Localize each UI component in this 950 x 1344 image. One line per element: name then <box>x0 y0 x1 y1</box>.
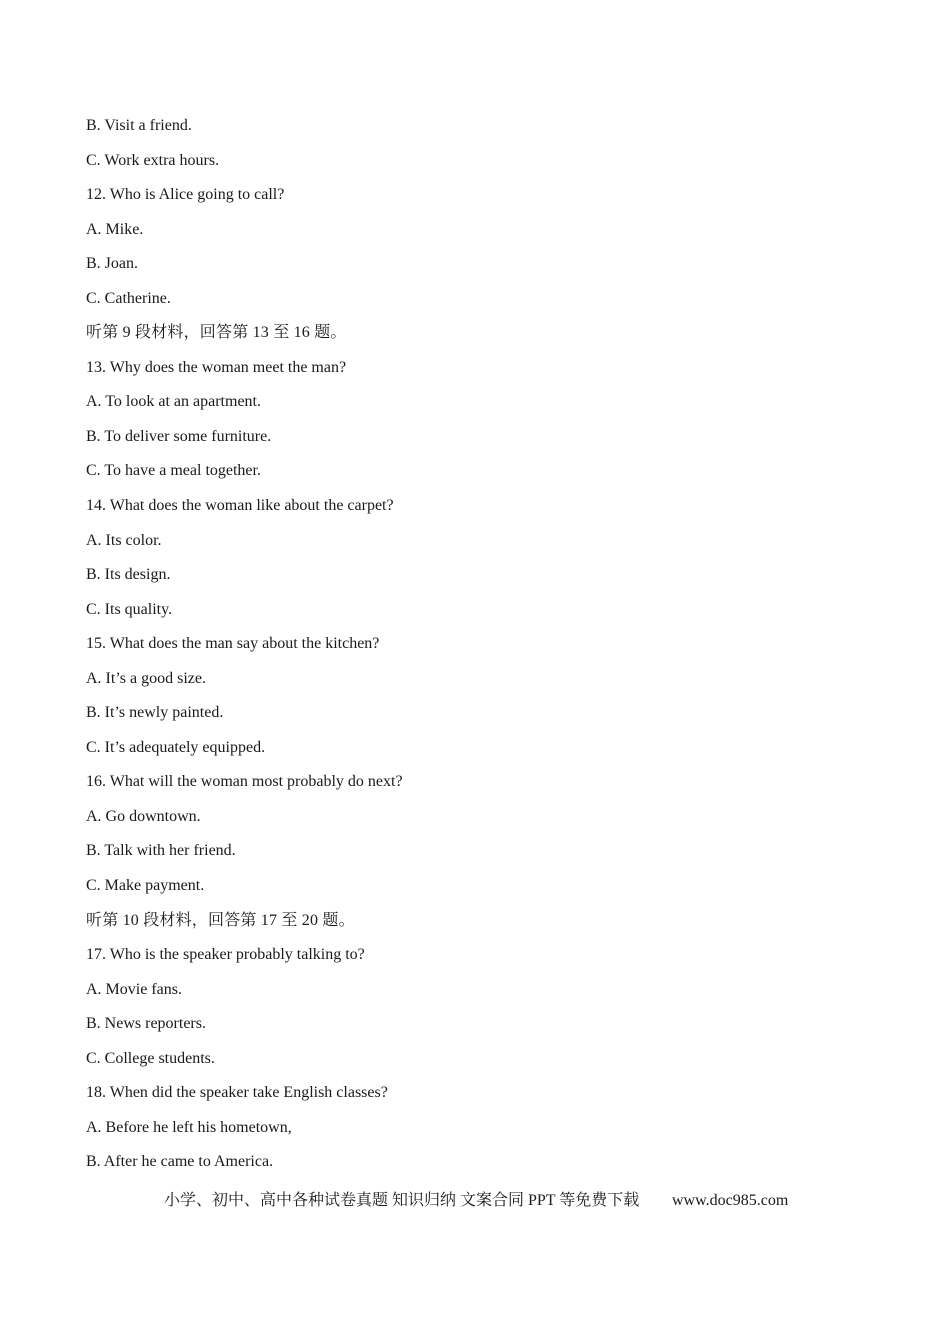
question-line: 18. When did the speaker take English classes? <box>86 1084 388 1102</box>
option-line: A. It’s a good size. <box>86 669 206 687</box>
option-line: C. Make payment. <box>86 877 205 895</box>
question-line: 13. Why does the woman meet the man? <box>86 358 347 376</box>
section-instruction: 听第 9 段材料，回答第 13 至 16 题。 <box>86 324 347 342</box>
option-line: B. Talk with her friend. <box>86 842 236 860</box>
option-line: A. Before he left his hometown, <box>86 1118 292 1136</box>
option-line: B. It’s newly painted. <box>86 704 224 722</box>
option-line: B. Visit a friend. <box>86 117 192 134</box>
question-line: 14. What does the woman like about the carpet? <box>86 497 394 515</box>
option-line: B. News reporters. <box>86 1015 206 1033</box>
option-line: B. To deliver some furniture. <box>86 427 272 445</box>
option-line: A. Mike. <box>86 220 144 238</box>
option-line: C. To have a meal together. <box>86 462 261 480</box>
footer-website-link[interactable]: www.doc985.com <box>672 1192 789 1209</box>
option-line: C. Its quality. <box>86 600 173 618</box>
section-instruction: 听第 10 段材料，回答第 17 至 20 题。 <box>86 911 355 929</box>
option-line: C. It’s adequately equipped. <box>86 738 266 756</box>
question-line: 16. What will the woman most probably do next? <box>86 773 403 791</box>
option-line: B. Its design. <box>86 566 171 584</box>
option-line: C. College students. <box>86 1049 215 1067</box>
option-line: B. After he came to America. <box>86 1153 274 1171</box>
option-line: B. Joan. <box>86 255 138 273</box>
option-line: A. Go downtown. <box>86 807 201 825</box>
question-list <box>86 114 866 1185</box>
option-line: C. Work extra hours. <box>86 151 220 169</box>
option-line: C. Catherine. <box>86 289 171 307</box>
question-line: 17. Who is the speaker probably talking to? <box>86 946 365 964</box>
question-line: 15. What does the man say about the kitchen? <box>86 635 380 653</box>
option-line: A. Movie fans. <box>86 980 182 998</box>
option-line: A. Its color. <box>86 531 162 549</box>
footer-ad-text: 小学、初中、高中各种试卷真题 知识归纳 文案合同 PPT 等免费下载 <box>164 1192 640 1209</box>
question-line: 12. Who is Alice going to call? <box>86 186 285 204</box>
option-line: A. To look at an apartment. <box>86 393 261 411</box>
page-footer <box>0 1189 950 1213</box>
